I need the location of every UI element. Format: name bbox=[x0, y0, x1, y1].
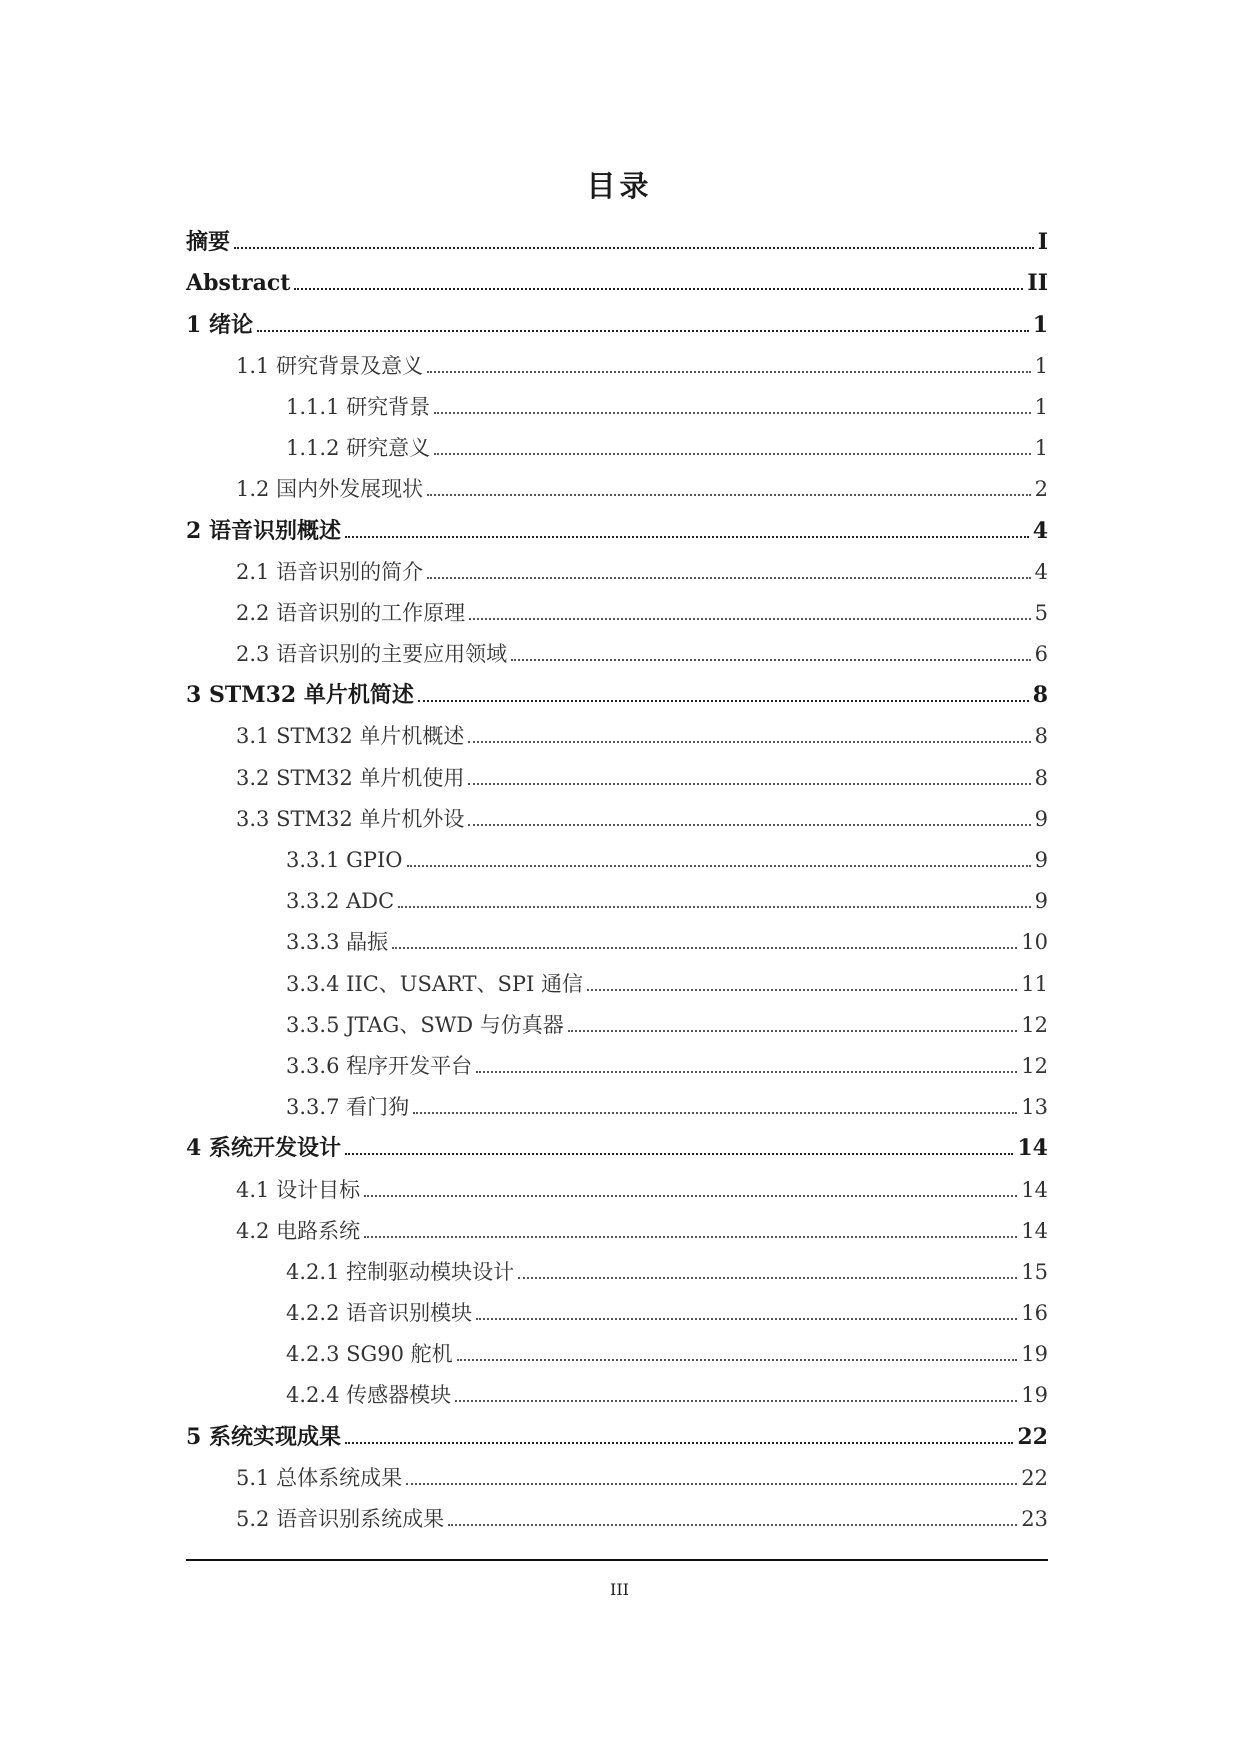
toc-entry[interactable] bbox=[186, 1250, 1048, 1291]
toc-dot-leader bbox=[434, 453, 1031, 455]
toc-entry-page-number: 10 bbox=[1021, 930, 1048, 955]
toc-entry-label: 3.3.6 程序开发平台 bbox=[286, 1053, 473, 1078]
toc-dot-leader bbox=[345, 1442, 1013, 1444]
toc-entry-label: 3.3.4 IIC、USART、SPI 通信 bbox=[286, 971, 583, 996]
toc-entry-page-number: 22 bbox=[1021, 1465, 1048, 1490]
toc-entry[interactable] bbox=[186, 632, 1048, 673]
toc-dot-leader bbox=[434, 412, 1031, 414]
toc-entry-page-number: 4 bbox=[1032, 517, 1048, 544]
toc-entry-label: 3.3.7 看门狗 bbox=[286, 1095, 410, 1120]
toc-entry[interactable] bbox=[186, 1332, 1048, 1373]
toc-entry-page-number: II bbox=[1027, 270, 1048, 297]
toc-entry-page-number: 12 bbox=[1021, 1012, 1048, 1037]
toc-entry-page-number: 16 bbox=[1021, 1301, 1048, 1326]
toc-entry-page-number: 11 bbox=[1021, 971, 1048, 996]
toc-dot-leader bbox=[413, 1112, 1017, 1114]
toc-dot-leader bbox=[455, 1400, 1017, 1402]
footer-divider bbox=[186, 1559, 1048, 1561]
toc-entry-page-number: 1 bbox=[1032, 311, 1048, 338]
toc-dot-leader bbox=[457, 1359, 1018, 1361]
toc-entry[interactable] bbox=[186, 961, 1048, 1002]
toc-entry-label: 1 绪论 bbox=[186, 311, 253, 338]
toc-entry-page-number: 4 bbox=[1034, 559, 1048, 584]
toc-dot-leader bbox=[518, 1277, 1017, 1279]
toc-dot-leader bbox=[587, 989, 1017, 991]
toc-dot-leader bbox=[511, 659, 1031, 661]
toc-dot-leader bbox=[398, 906, 1030, 908]
toc-entry[interactable] bbox=[186, 1373, 1048, 1414]
toc-entry-page-number: 9 bbox=[1034, 806, 1048, 831]
toc-entry[interactable] bbox=[186, 1291, 1048, 1332]
toc-entry[interactable] bbox=[186, 879, 1048, 920]
toc-entry-label: 2.1 语音识别的简介 bbox=[236, 559, 424, 584]
toc-entry-label: Abstract bbox=[186, 270, 291, 297]
toc-entry-page-number: 15 bbox=[1021, 1259, 1048, 1284]
toc-entry[interactable] bbox=[186, 1456, 1048, 1497]
toc-entry-page-number: 14 bbox=[1021, 1218, 1048, 1243]
toc-entry-label: 4.2.4 传感器模块 bbox=[286, 1383, 452, 1408]
toc-entry-page-number: 1 bbox=[1034, 394, 1048, 419]
toc-dot-leader bbox=[568, 1030, 1017, 1032]
toc-entry[interactable] bbox=[186, 302, 1048, 343]
toc-entry-label: 摘要 bbox=[186, 229, 231, 256]
toc-dot-leader bbox=[345, 536, 1029, 538]
toc-entry-page-number: 8 bbox=[1034, 765, 1048, 790]
toc-dot-leader bbox=[427, 371, 1031, 373]
toc-entry[interactable] bbox=[186, 550, 1048, 591]
toc-dot-leader bbox=[427, 577, 1031, 579]
toc-entry-label: 4.2.1 控制驱动模块设计 bbox=[286, 1259, 515, 1284]
toc-entry-page-number: I bbox=[1037, 229, 1048, 256]
toc-entry-page-number: 19 bbox=[1021, 1342, 1048, 1367]
toc-entry-page-number: 19 bbox=[1021, 1383, 1048, 1408]
toc-dot-leader bbox=[476, 1318, 1017, 1320]
toc-entry-label: 1.1.2 研究意义 bbox=[286, 436, 431, 461]
toc-dot-leader bbox=[234, 247, 1034, 249]
toc-dot-leader bbox=[476, 1071, 1017, 1073]
toc-dot-leader bbox=[364, 1195, 1017, 1197]
footer-page-number: III bbox=[610, 1580, 629, 1599]
table-of-contents bbox=[186, 220, 1048, 1538]
toc-entry-label: 1.2 国内外发展现状 bbox=[236, 477, 424, 502]
toc-entry-label: 3.2 STM32 单片机使用 bbox=[236, 765, 465, 790]
toc-dot-leader bbox=[392, 947, 1017, 949]
toc-dot-leader bbox=[427, 494, 1031, 496]
toc-entry-page-number: 14 bbox=[1017, 1135, 1048, 1162]
toc-entry-label: 3 STM32 单片机简述 bbox=[186, 682, 414, 709]
toc-entry-page-number: 6 bbox=[1034, 642, 1048, 667]
toc-entry[interactable] bbox=[186, 1126, 1048, 1167]
toc-entry-page-number: 13 bbox=[1021, 1095, 1048, 1120]
toc-entry-label: 1.1 研究背景及意义 bbox=[236, 353, 424, 378]
toc-dot-leader bbox=[407, 865, 1031, 867]
toc-entry[interactable] bbox=[186, 1497, 1048, 1538]
toc-entry-label: 5.1 总体系统成果 bbox=[236, 1465, 403, 1490]
toc-entry-label: 3.3.2 ADC bbox=[286, 889, 395, 914]
toc-entry-label: 3.3.1 GPIO bbox=[286, 848, 403, 872]
toc-entry-label: 2 语音识别概述 bbox=[186, 517, 341, 544]
toc-entry-label: 2.3 语音识别的主要应用领域 bbox=[236, 642, 508, 667]
toc-entry[interactable] bbox=[186, 714, 1048, 755]
toc-entry[interactable] bbox=[186, 673, 1048, 714]
toc-entry[interactable] bbox=[186, 426, 1048, 467]
toc-entry[interactable] bbox=[186, 220, 1048, 261]
toc-entry-label: 4 系统开发设计 bbox=[186, 1135, 341, 1162]
toc-entry[interactable] bbox=[186, 1003, 1048, 1044]
toc-entry[interactable] bbox=[186, 344, 1048, 385]
page-title: 目录 bbox=[586, 169, 653, 203]
toc-entry[interactable] bbox=[186, 1167, 1048, 1208]
toc-entry-label: 5.2 语音识别系统成果 bbox=[236, 1507, 445, 1531]
toc-entry-label: 3.3.5 JTAG、SWD 与仿真器 bbox=[286, 1012, 564, 1037]
toc-entry[interactable] bbox=[186, 508, 1048, 549]
toc-entry-label: 1.1.1 研究背景 bbox=[286, 394, 431, 419]
toc-entry-label: 4.1 设计目标 bbox=[236, 1177, 361, 1202]
toc-dot-leader bbox=[406, 1483, 1017, 1485]
toc-entry[interactable] bbox=[186, 1414, 1048, 1455]
toc-entry-page-number: 8 bbox=[1032, 682, 1048, 709]
toc-dot-leader bbox=[418, 700, 1029, 702]
toc-entry-page-number: 8 bbox=[1034, 724, 1048, 749]
toc-entry[interactable] bbox=[186, 1044, 1048, 1085]
toc-entry-page-number: 14 bbox=[1021, 1177, 1048, 1202]
toc-entry-page-number: 12 bbox=[1021, 1053, 1048, 1078]
toc-entry-label: 4.2.2 语音识别模块 bbox=[286, 1301, 473, 1326]
toc-entry[interactable] bbox=[186, 920, 1048, 961]
toc-entry[interactable] bbox=[186, 467, 1048, 508]
toc-entry-label: 5 系统实现成果 bbox=[186, 1423, 341, 1450]
toc-entry-label: 3.1 STM32 单片机概述 bbox=[236, 724, 465, 749]
toc-entry[interactable] bbox=[186, 591, 1048, 632]
toc-dot-leader bbox=[468, 824, 1030, 826]
toc-entry-label: 3.3 STM32 单片机外设 bbox=[236, 806, 465, 831]
toc-entry[interactable] bbox=[186, 1209, 1048, 1250]
toc-dot-leader bbox=[364, 1236, 1017, 1238]
toc-entry-page-number: 1 bbox=[1034, 353, 1048, 378]
toc-entry-label: 4.2.3 SG90 舵机 bbox=[286, 1342, 453, 1367]
toc-entry[interactable] bbox=[186, 797, 1048, 838]
toc-dot-leader bbox=[345, 1153, 1013, 1155]
toc-entry-page-number: 9 bbox=[1034, 889, 1048, 914]
toc-entry[interactable] bbox=[186, 261, 1048, 302]
toc-entry-page-number: 23 bbox=[1021, 1507, 1048, 1531]
toc-dot-leader bbox=[448, 1524, 1017, 1526]
toc-dot-leader bbox=[469, 618, 1031, 620]
toc-entry-label: 2.2 语音识别的工作原理 bbox=[236, 600, 466, 625]
toc-entry-page-number: 5 bbox=[1034, 600, 1048, 625]
toc-dot-leader bbox=[468, 783, 1030, 785]
toc-entry-label: 4.2 电路系统 bbox=[236, 1218, 361, 1243]
toc-entry-page-number: 22 bbox=[1017, 1423, 1048, 1450]
toc-dot-leader bbox=[294, 288, 1023, 290]
toc-entry[interactable] bbox=[186, 1085, 1048, 1126]
toc-entry-page-number: 1 bbox=[1034, 436, 1048, 461]
toc-entry-page-number: 2 bbox=[1034, 477, 1048, 502]
toc-dot-leader bbox=[257, 330, 1029, 332]
toc-entry-page-number: 9 bbox=[1034, 848, 1048, 872]
toc-entry-label: 3.3.3 晶振 bbox=[286, 930, 389, 955]
toc-dot-leader bbox=[468, 741, 1030, 743]
toc-entry[interactable] bbox=[186, 838, 1048, 879]
toc-entry[interactable] bbox=[186, 385, 1048, 426]
toc-entry[interactable] bbox=[186, 755, 1048, 796]
